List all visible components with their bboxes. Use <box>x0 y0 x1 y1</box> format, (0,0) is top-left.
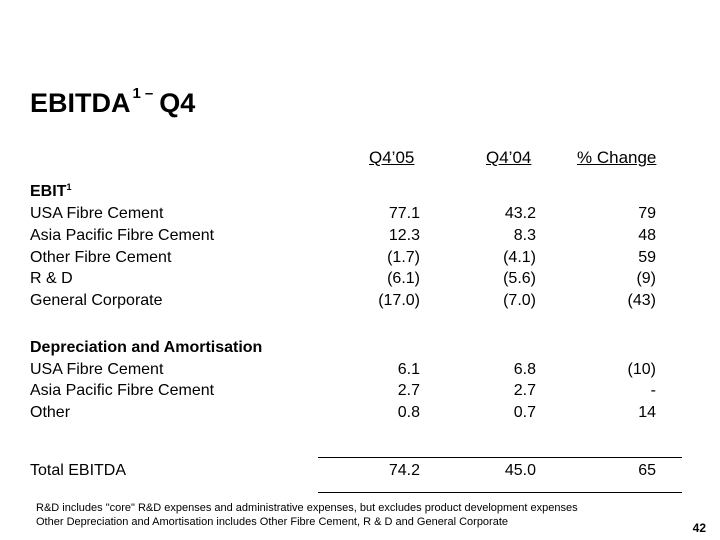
value-change: (10) <box>627 361 656 378</box>
value-q405: (17.0) <box>378 292 420 309</box>
title-suffix: Q4 <box>159 88 196 118</box>
heading-footnote-marker: 1 <box>66 182 72 192</box>
title-footnote-marker: 1 <box>132 85 141 102</box>
table-row <box>30 249 670 271</box>
value-q405: 12.3 <box>388 227 420 244</box>
value-q404: 0.7 <box>513 404 536 421</box>
value-q404: 8.3 <box>513 227 536 244</box>
column-header-q404: Q4’04 <box>486 148 532 167</box>
value-q405: (1.7) <box>387 249 420 266</box>
table-row <box>30 227 670 249</box>
row-label: Asia Pacific Fibre Cement <box>30 227 215 244</box>
row-label: Other <box>30 404 71 421</box>
total-row <box>30 462 670 484</box>
value-q404: 45.0 <box>504 462 536 479</box>
row-label: Asia Pacific Fibre Cement <box>30 382 215 399</box>
table-row <box>30 205 670 227</box>
value-change: (9) <box>636 270 656 287</box>
table-row <box>30 361 670 383</box>
section-heading-label: EBIT <box>30 183 67 200</box>
section-heading-ebit <box>30 183 670 205</box>
value-change: 59 <box>638 249 656 266</box>
total-top-rule <box>318 457 682 458</box>
row-label: Total EBITDA <box>30 462 127 479</box>
value-q404: 43.2 <box>504 205 536 222</box>
row-label: General Corporate <box>30 292 163 309</box>
value-change: - <box>650 382 656 399</box>
section-heading-depreciation <box>30 339 670 361</box>
value-change: 79 <box>638 205 656 222</box>
title-text: EBITDA <box>30 88 131 118</box>
value-q404: (7.0) <box>503 292 536 309</box>
footnote-depreciation: Other Depreciation and Amortisation includes Other Fibre Cement, R & D and General Corporate <box>36 516 509 528</box>
table-row <box>30 382 670 404</box>
value-change: 48 <box>638 227 656 244</box>
value-change: 14 <box>638 404 656 421</box>
column-header-change: % Change <box>577 148 657 167</box>
page-number: 42 <box>692 521 706 535</box>
value-q405: (6.1) <box>387 270 420 287</box>
value-q404: (5.6) <box>503 270 536 287</box>
value-q404: (4.1) <box>503 249 536 266</box>
value-change: (43) <box>627 292 656 309</box>
value-q405: 77.1 <box>388 205 420 222</box>
table-row <box>30 404 670 426</box>
row-label: USA Fibre Cement <box>30 205 164 222</box>
value-q405: 0.8 <box>397 404 420 421</box>
table-row <box>30 270 670 292</box>
value-q405: 2.7 <box>397 382 420 399</box>
value-q405: 6.1 <box>397 361 420 378</box>
value-q404: 6.8 <box>513 361 536 378</box>
value-change: 65 <box>638 462 656 479</box>
section-heading-label: Depreciation and Amortisation <box>30 339 263 356</box>
table-row <box>30 292 670 314</box>
row-label: Other Fibre Cement <box>30 249 172 266</box>
column-header-q405: Q4’05 <box>369 148 415 167</box>
value-q405: 74.2 <box>388 462 420 479</box>
slide-title <box>30 85 196 119</box>
value-q404: 2.7 <box>513 382 536 399</box>
footnote-rd: R&D includes "core" R&D expenses and administrative expenses, but excludes product development expenses <box>36 502 578 514</box>
row-label: USA Fibre Cement <box>30 361 164 378</box>
title-dash: – <box>144 85 154 102</box>
total-bottom-rule <box>318 492 682 493</box>
row-label: R & D <box>30 270 73 287</box>
